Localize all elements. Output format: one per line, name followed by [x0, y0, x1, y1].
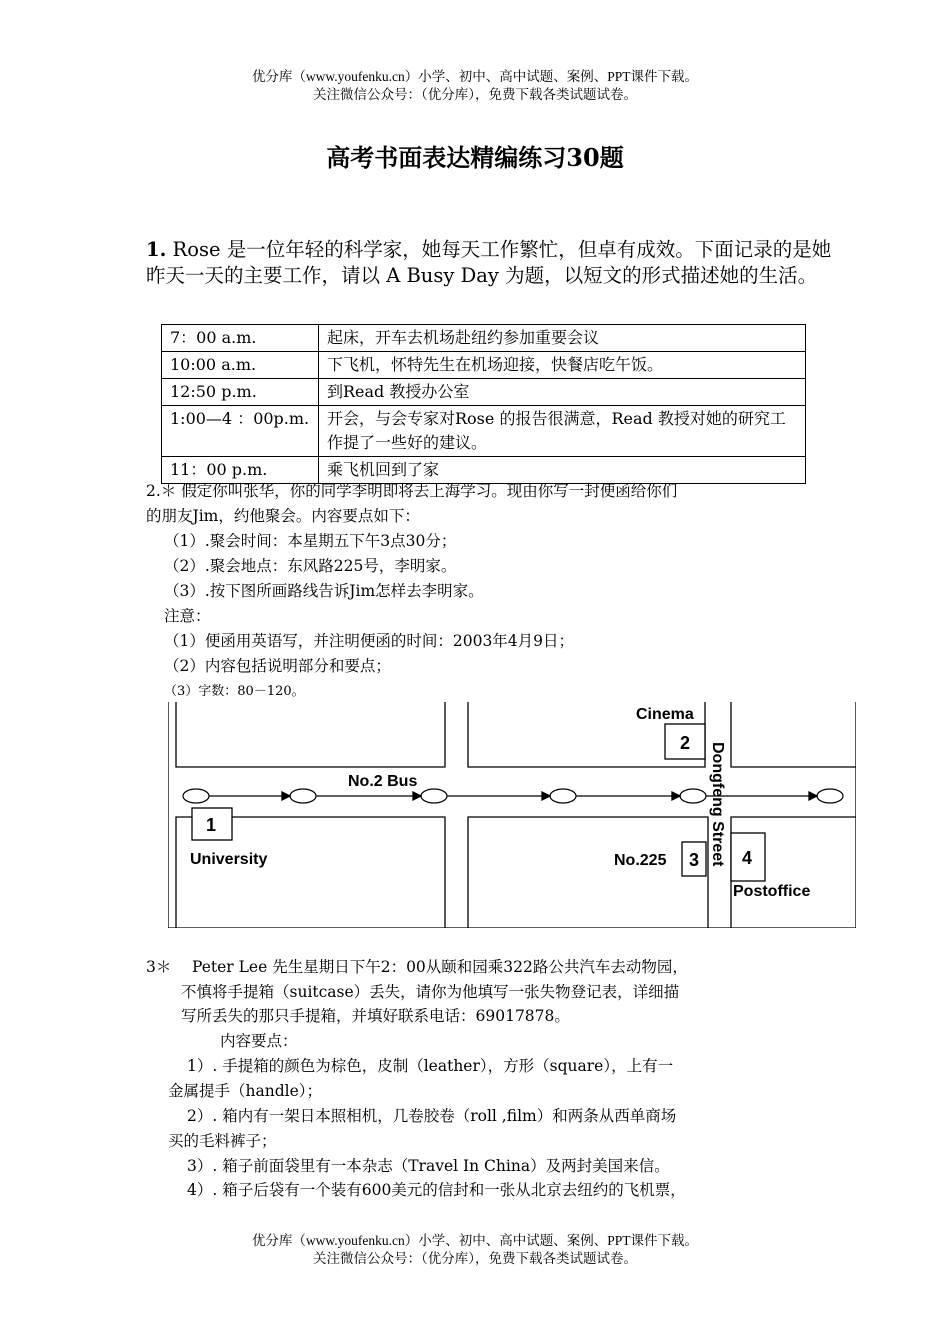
question-1-prompt: [146, 237, 836, 289]
question-3-number: 3＊: [146, 958, 172, 976]
question-3-point-4: 4）. 箱子后袋有一个装有600美元的信封和一张从北京去纽约的飞机票，: [187, 1181, 686, 1199]
box-4-number: 4: [741, 848, 753, 868]
schedule-event: 乘飞机回到了家: [319, 457, 806, 484]
route-arrow: [672, 792, 680, 800]
page-title: 高考书面表达精编练习30题: [326, 143, 624, 172]
university-label: University: [190, 851, 268, 868]
question-2-note-label: 注意：: [164, 607, 211, 625]
table-row: [162, 406, 806, 457]
route-arrow: [282, 792, 290, 800]
question-3-line-3: 写所丢失的那只手提箱，并填好联系电话：69017878。: [181, 1007, 570, 1025]
bus-stop: [550, 789, 576, 803]
header-line-2: 关注微信公众号：（优分库），免费下载各类试题试卷。: [313, 87, 637, 102]
no225-label: No.225: [614, 852, 667, 869]
schedule-time: 1:00—4 ：00p.m.: [162, 406, 319, 457]
postoffice-label: Postoffice: [733, 883, 811, 900]
question-1-number: 1.: [146, 238, 167, 261]
bus-stop: [290, 789, 316, 803]
question-3-point-1b: 金属提手（handle）；: [168, 1082, 323, 1100]
schedule-event: 下飞机，怀特先生在机场迎接，快餐店吃午饭。: [319, 352, 806, 379]
route-map: [168, 702, 856, 928]
question-3-line-2: 不慎将手提箱（suitcase）丢失，请你为他填写一张失物登记表，详细描: [181, 983, 680, 1001]
route-arrow: [413, 792, 421, 800]
road-block-bottom-middle: [468, 817, 708, 928]
road-block-top-left: [176, 702, 445, 767]
schedule-event: 起床，开车去机场赴纽约参加重要会议: [319, 325, 806, 352]
question-2-line-1: 2.＊ 假定你叫张华，你的同学李明即将去上海学习。现由你写一封便函给你们: [146, 482, 678, 500]
map-labels: [190, 706, 810, 900]
question-2-point-3: （3）.按下图所画路线告诉Jim怎样去李明家。: [164, 582, 484, 600]
schedule-time: 11：00 p.m.: [162, 457, 319, 484]
box-3-number: 3: [688, 850, 700, 870]
box-2-number: 2: [679, 733, 691, 753]
question-3-point-3: 3）. 箱子前面袋里有一本杂志（Travel In China）及两封美国来信。: [187, 1157, 670, 1175]
road-block-top-right: [731, 702, 856, 767]
question-3-point-1a: 1）. 手提箱的颜色为棕色，皮制（leather），方形（square），上有一: [187, 1057, 674, 1075]
question-2-point-1: （1）.聚会时间：本星期五下午3点30分；: [164, 532, 457, 550]
schedule-time: 12:50 p.m.: [162, 379, 319, 406]
table-row: [162, 352, 806, 379]
bus-label: No.2 Bus: [348, 773, 418, 790]
question-3-heading: 内容要点：: [220, 1032, 298, 1050]
question-2-line-2: 的朋友Jim，约他聚会。内容要点如下：: [146, 507, 420, 525]
schedule-event: 到Read 教授办公室: [319, 379, 806, 406]
question-1-text: Rose 是一位年轻的科学家，她每天工作繁忙，但卓有成效。下面记录的是她昨天一天的主要工作，请以 A Busy Day 为题，以短文的形式描述她的生活。: [146, 238, 832, 287]
schedule-table: [161, 324, 806, 484]
bus-stop: [680, 789, 706, 803]
schedule-time: 7：00 a.m.: [162, 325, 319, 352]
table-row: [162, 379, 806, 406]
question-3-point-2a: 2）. 箱内有一架日本照相机，几卷胶卷（roll ,film）和两条从西单商场: [187, 1107, 677, 1125]
table-row: [162, 325, 806, 352]
bus-stop: [183, 789, 209, 803]
footer-line-1: 优分库（www.youfenku.cn）小学、初中、高中试题、案例、PPT课件下载。: [251, 1233, 699, 1248]
schedule-time: 10:00 a.m.: [162, 352, 319, 379]
schedule-event: 开会，与会专家对Rose 的报告很满意，Read 教授对她的研究工作提了一些好的建议。: [319, 406, 806, 457]
bus-stop: [817, 789, 843, 803]
footer-line-2: 关注微信公众号：（优分库），免费下载各类试题试卷。: [313, 1251, 637, 1266]
question-2-note-2: （2）内容包括说明部分和要点；: [164, 657, 391, 675]
question-3-point-2b: 买的毛料裤子；: [168, 1132, 277, 1150]
route-arrow: [542, 792, 550, 800]
question-3-line-1: Peter Lee 先生星期日下午2：00从颐和园乘322路公共汽车去动物园，: [192, 958, 688, 976]
question-2-note-1: （1）便函用英语写，并注明便函的时间：2003年4月9日；: [164, 632, 575, 650]
header-line-1: 优分库（www.youfenku.cn）小学、初中、高中试题、案例、PPT课件下载。: [251, 69, 699, 84]
question-2-note-3: （3）字数：80－120。: [164, 684, 305, 699]
bus-stop: [421, 789, 447, 803]
cinema-label: Cinema: [636, 706, 694, 723]
route-arrow: [809, 792, 817, 800]
box-1-number: 1: [205, 815, 217, 835]
question-2-point-2: （2）.聚会地点：东风路225号，李明家。: [164, 557, 457, 575]
street-label: Dongfeng Street: [709, 742, 726, 867]
